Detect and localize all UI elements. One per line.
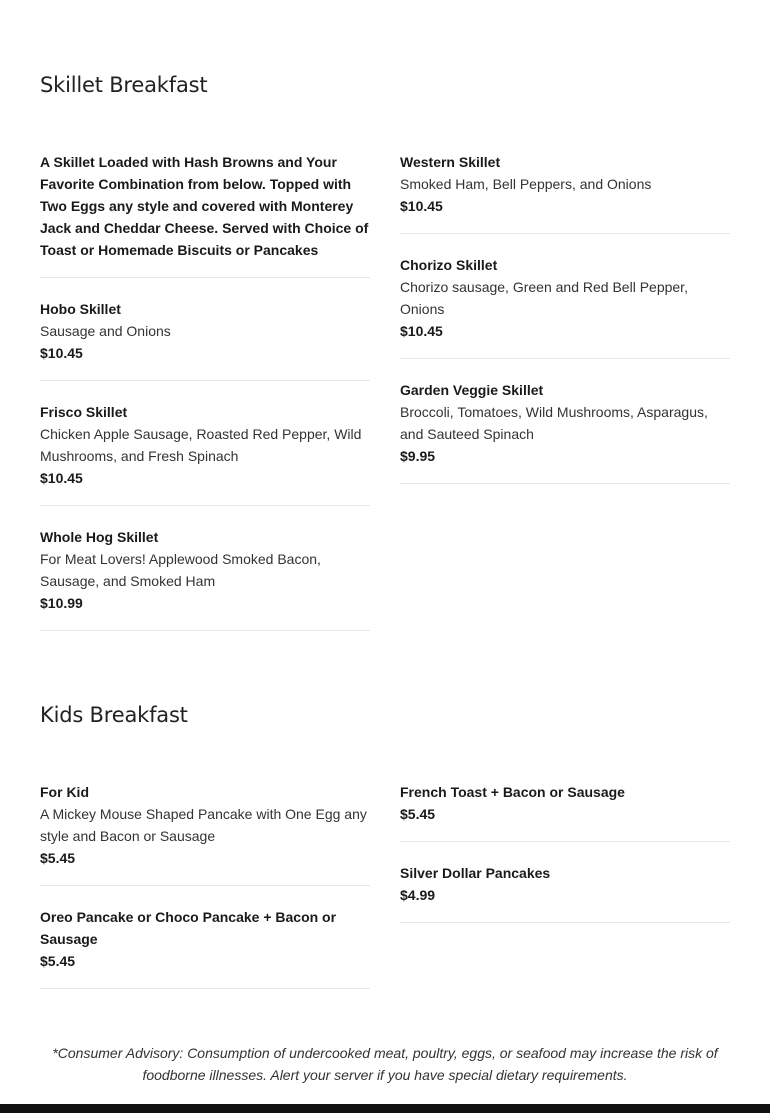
menu-item-hobo-skillet xyxy=(40,298,370,381)
item-price: $10.45 xyxy=(400,323,443,339)
item-description: Chicken Apple Sausage, Roasted Red Pepper, Wild Mushrooms, and Fresh Spinach xyxy=(40,426,362,464)
menu-item-oreo-pancake xyxy=(40,906,370,989)
item-price: $5.45 xyxy=(40,850,76,866)
menu-item-for-kid xyxy=(40,781,370,886)
item-description: Broccoli, Tomatoes, Wild Mushrooms, Asparagus, and Sauteed Spinach xyxy=(400,404,708,442)
menu-item-whole-hog-skillet xyxy=(40,526,370,631)
item-price: $5.45 xyxy=(40,953,76,969)
item-price: $10.45 xyxy=(40,470,83,486)
item-name: Oreo Pancake or Choco Pancake + Bacon or Sausage xyxy=(40,909,337,947)
section-title-kids: Kids Breakfast xyxy=(40,703,188,727)
item-description: Chorizo sausage, Green and Red Bell Pepper, Onions xyxy=(400,279,688,317)
menu-item-garden-veggie-skillet xyxy=(400,379,730,484)
item-price: $4.99 xyxy=(400,887,436,903)
section-title-skillet: Skillet Breakfast xyxy=(40,73,208,97)
menu-item-western-skillet xyxy=(400,151,730,234)
item-name: Frisco Skillet xyxy=(40,404,128,420)
item-name: Garden Veggie Skillet xyxy=(400,382,544,398)
menu-item-chorizo-skillet xyxy=(400,254,730,359)
skillet-right-column xyxy=(400,151,730,504)
menu-item-silver-dollar-pancakes xyxy=(400,862,730,923)
kids-right-column xyxy=(400,781,730,943)
item-description: Smoked Ham, Bell Peppers, and Onions xyxy=(400,176,652,192)
skillet-intro xyxy=(40,151,370,278)
item-name: Whole Hog Skillet xyxy=(40,529,159,545)
item-name: Silver Dollar Pancakes xyxy=(400,865,551,881)
item-name: Hobo Skillet xyxy=(40,301,121,317)
skillet-section xyxy=(40,72,730,98)
item-description: A Mickey Mouse Shaped Pancake with One Egg any style and Bacon or Sausage xyxy=(40,806,367,844)
item-name: French Toast + Bacon or Sausage xyxy=(400,784,625,800)
item-price: $9.95 xyxy=(400,448,436,464)
menu-item-french-toast xyxy=(400,781,730,842)
item-description: Sausage and Onions xyxy=(40,323,171,339)
skillet-intro-text: A Skillet Loaded with Hash Browns and Your Favorite Combination from below. Topped with Two Eggs any style and covered with Monterey Jack and Cheddar Cheese. Served with Choice of Toast or Homemade Biscuits or Pancakes xyxy=(40,154,369,258)
kids-left-column xyxy=(40,781,370,1009)
skillet-left-column xyxy=(40,151,370,651)
item-name: Chorizo Skillet xyxy=(400,257,498,273)
item-description: For Meat Lovers! Applewood Smoked Bacon, Sausage, and Smoked Ham xyxy=(40,551,321,589)
item-price: $10.45 xyxy=(40,345,83,361)
item-price: $10.45 xyxy=(400,198,443,214)
item-price: $5.45 xyxy=(400,806,436,822)
item-name: For Kid xyxy=(40,784,89,800)
footer-bar xyxy=(0,1104,770,1113)
item-price: $10.99 xyxy=(40,595,83,611)
consumer-advisory: *Consumer Advisory: Consumption of undercooked meat, poultry, eggs, or seafood may increase the risk of foodborne illnesses. Alert your server if you have special dietary requirements. xyxy=(52,1045,718,1083)
item-name: Western Skillet xyxy=(400,154,501,170)
menu-item-frisco-skillet xyxy=(40,401,370,506)
kids-section xyxy=(40,702,730,728)
